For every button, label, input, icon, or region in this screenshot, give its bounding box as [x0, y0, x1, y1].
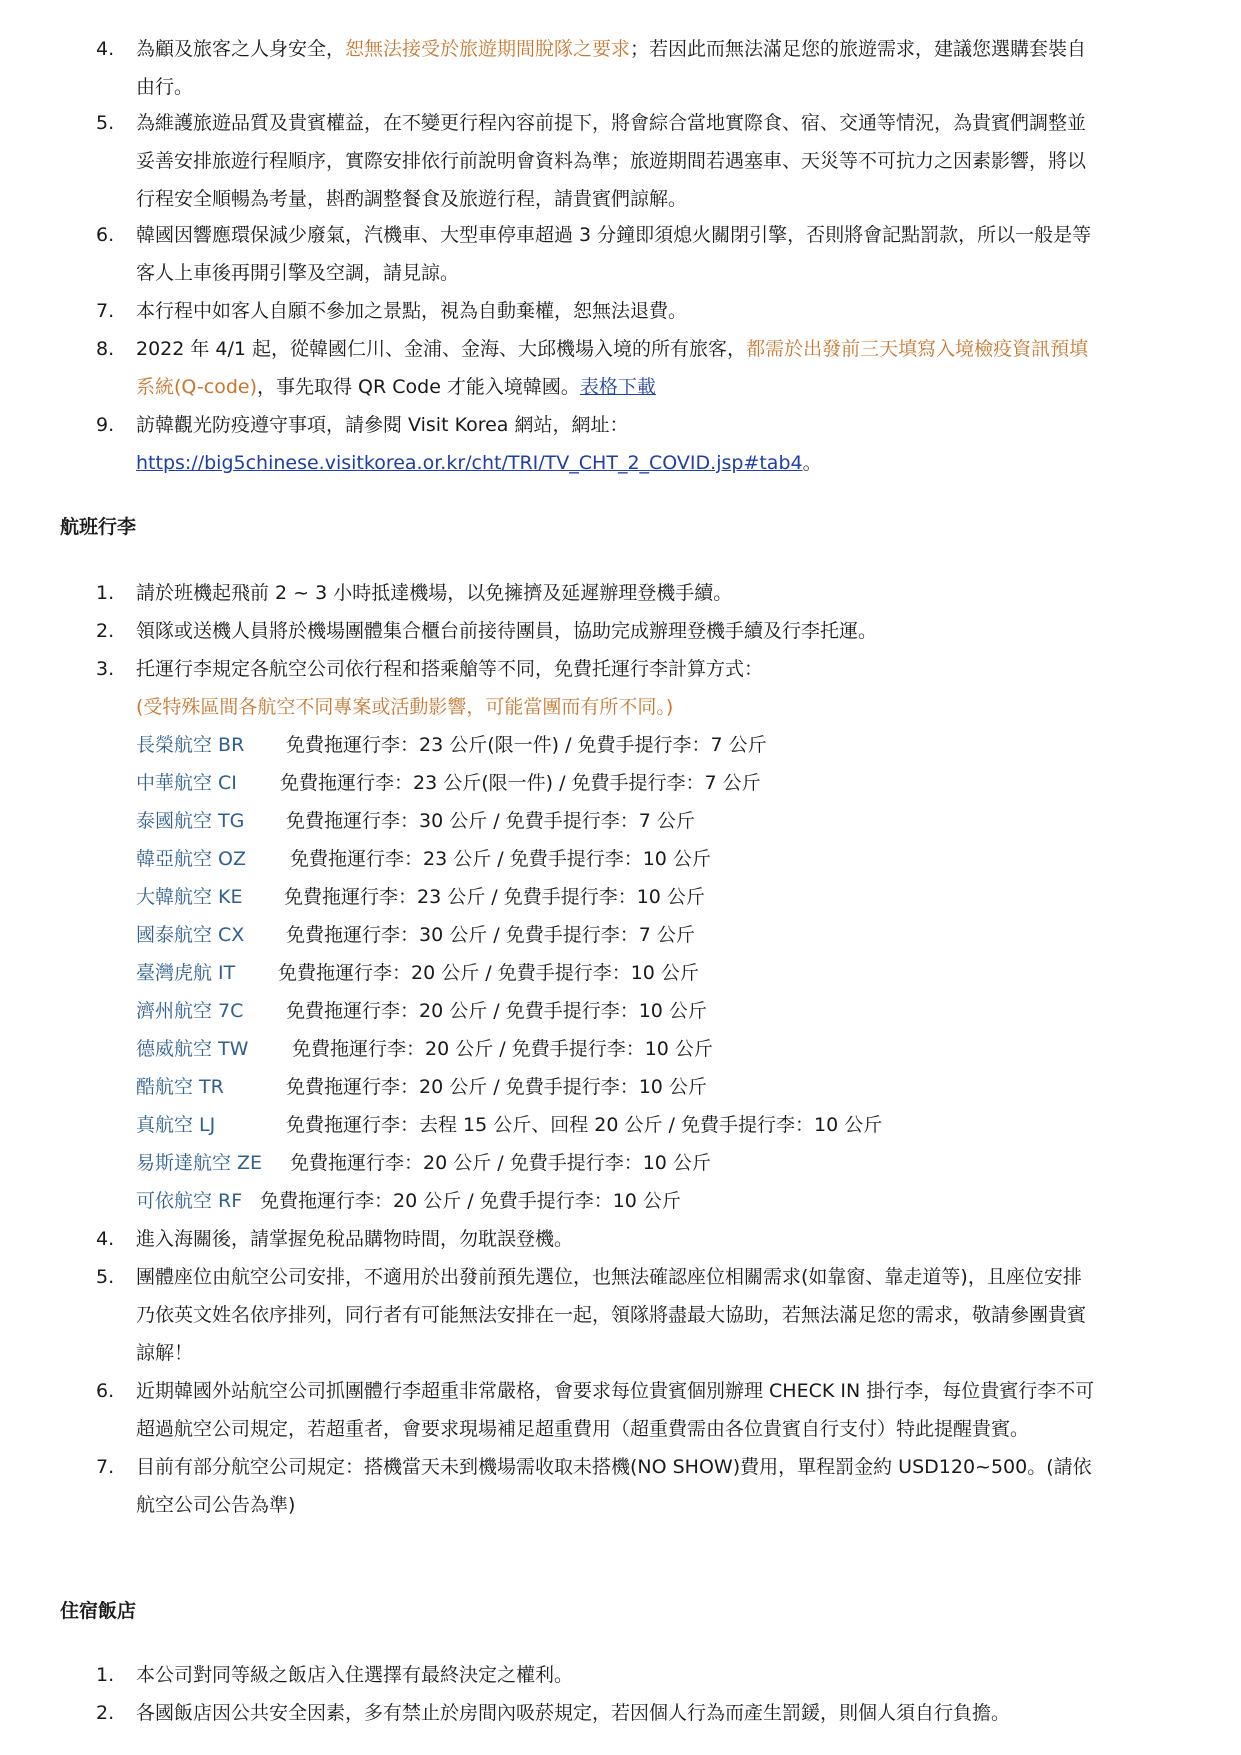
- list-item: [96, 406, 1186, 482]
- airline-row: [136, 1182, 681, 1220]
- airline-rule: 免費拖運行李：23 公斤 / 免費手提行李：10 公斤: [290, 848, 711, 870]
- text-line: 韓國因響應環保減少廢氣，汽機車、大型車停車超過 3 分鐘即須熄火關閉引擎，否則將會記點罰款，所以一般是等: [136, 224, 1092, 246]
- airline-rule: 免費拖運行李：20 公斤 / 免費手提行李：10 公斤: [292, 1038, 713, 1060]
- airline-row: [136, 726, 767, 764]
- list-item: [96, 574, 1186, 612]
- airline-rule: 免費拖運行李：23 公斤(限一件) / 免費手提行李：7 公斤: [280, 772, 761, 794]
- list-item: [96, 1258, 1186, 1372]
- airline-row: [136, 1030, 713, 1068]
- text-segment: ；若因此而無法滿足您的旅遊需求，建議您選購套裝自: [630, 38, 1087, 60]
- airline-name: 德威航空 TW: [136, 1038, 249, 1060]
- list-item: [96, 1694, 1186, 1732]
- airline-rule: 免費拖運行李：20 公斤 / 免費手提行李：10 公斤: [286, 1000, 707, 1022]
- list-number: 1.: [96, 1664, 115, 1686]
- list-number: 7.: [96, 300, 115, 322]
- section-heading-flight: 航班行李: [60, 516, 137, 538]
- airline-name: 真航空 LJ: [136, 1114, 216, 1136]
- list-item: [96, 650, 1186, 726]
- text-line: 進入海關後，請掌握免稅品購物時間，勿耽誤登機。: [136, 1228, 574, 1250]
- list-number: 5.: [96, 1266, 115, 1288]
- highlight-text: 系統(Q-code): [136, 376, 257, 398]
- airline-rule: 免費拖運行李：20 公斤 / 免費手提行李：10 公斤: [278, 962, 699, 984]
- airline-name: 長榮航空 BR: [136, 734, 245, 756]
- airline-rule: 免費拖運行李：23 公斤(限一件) / 免費手提行李：7 公斤: [286, 734, 767, 756]
- list-item: [96, 1220, 1186, 1258]
- list-number: 2.: [96, 620, 115, 642]
- airline-rule: 免費拖運行李：去程 15 公斤、回程 20 公斤 / 免費手提行李：10 公斤: [286, 1114, 883, 1136]
- airline-row: [136, 878, 705, 916]
- text-line: 團體座位由航空公司安排，不適用於出發前預先選位，也無法確認座位相關需求(如靠窗、靠走道等)，且座位安排: [136, 1266, 1082, 1288]
- text-line: 航空公司公告為準): [136, 1494, 296, 1516]
- airline-rule: 免費拖運行李：20 公斤 / 免費手提行李：10 公斤: [286, 1076, 707, 1098]
- highlight-text: 恕無法接受於旅遊期間脫隊之要求: [345, 38, 631, 60]
- list-item: [96, 30, 1186, 106]
- airline-rule: 免費拖運行李：30 公斤 / 免費手提行李：7 公斤: [286, 924, 695, 946]
- text-segment: ，事先取得 QR Code 才能入境韓國。: [257, 376, 580, 398]
- list-number: 2.: [96, 1702, 115, 1724]
- text-segment: 2022 年 4/1 起，從韓國仁川、金浦、金海、大邱機場入境的所有旅客，: [136, 338, 747, 360]
- text-line: 訪韓觀光防疫遵守事項，請參閱 Visit Korea 網站，網址：: [136, 414, 629, 436]
- airline-row: [136, 840, 711, 878]
- list-number: 3.: [96, 658, 115, 680]
- list-item: [96, 1448, 1186, 1524]
- text-line: 托運行李規定各航空公司依行程和搭乘艙等不同，免費托運行李計算方式：: [136, 658, 764, 680]
- text-segment: 。: [802, 452, 822, 474]
- list-number: 6.: [96, 1380, 115, 1402]
- list-number: 4.: [96, 1228, 115, 1250]
- airline-row: [136, 764, 761, 802]
- list-number: 1.: [96, 582, 115, 604]
- text-line: 由行。: [136, 76, 194, 98]
- airline-rule: 免費拖運行李：30 公斤 / 免費手提行李：7 公斤: [286, 810, 695, 832]
- section-heading-hotel: 住宿飯店: [60, 1600, 137, 1622]
- airline-name: 國泰航空 CX: [136, 924, 245, 946]
- list-number: 4.: [96, 38, 115, 60]
- airline-row: [136, 802, 695, 840]
- airline-rule: 免費拖運行李：23 公斤 / 免費手提行李：10 公斤: [284, 886, 705, 908]
- airline-row: [136, 1144, 711, 1182]
- text-line: 本公司對同等級之飯店入住選擇有最終決定之權利。: [136, 1664, 574, 1686]
- airline-name: 濟州航空 7C: [136, 1000, 244, 1022]
- airline-name: 易斯達航空 ZE: [136, 1152, 263, 1174]
- airline-row: [136, 992, 707, 1030]
- list-item: [96, 330, 1186, 406]
- list-item: [96, 216, 1186, 292]
- list-number: 7.: [96, 1456, 115, 1478]
- list-number: 9.: [96, 414, 115, 436]
- airline-row: [136, 916, 695, 954]
- text-line: 行程安全順暢為考量，斟酌調整餐食及旅遊行程，請貴賓們諒解。: [136, 188, 688, 210]
- list-number: 8.: [96, 338, 115, 360]
- text-line: 目前有部分航空公司規定：搭機當天未到機場需收取未搭機(NO SHOW)費用，單程罰金約 USD120~500。(請依: [136, 1456, 1092, 1478]
- special-note: (受特殊區間各航空不同專案或活動影響，可能當團而有所不同。): [136, 696, 674, 718]
- highlight-text: 都需於出發前三天填寫入境檢疫資訊預填: [746, 338, 1089, 360]
- airline-rule: 免費拖運行李：20 公斤 / 免費手提行李：10 公斤: [290, 1152, 711, 1174]
- airline-name: 可依航空 RF: [136, 1190, 243, 1212]
- airline-row: [136, 1068, 707, 1106]
- airline-name: 韓亞航空 OZ: [136, 848, 247, 870]
- text-line: 諒解！: [136, 1342, 194, 1364]
- list-item: [96, 1656, 1186, 1694]
- text-line: 本行程中如客人自願不參加之景點，視為自動棄權，恕無法退費。: [136, 300, 688, 322]
- airline-name: 大韓航空 KE: [136, 886, 243, 908]
- text-line: 領隊或送機人員將於機場團體集合櫃台前接待團員，協助完成辦理登機手續及行李托運。: [136, 620, 878, 642]
- list-item: [96, 1372, 1186, 1448]
- list-item: [96, 104, 1186, 218]
- text-line: 妥善安排旅遊行程順序，實際安排依行前說明會資料為準；旅遊期間若遇塞車、天災等不可抗力之因素影響，將以: [136, 150, 1087, 172]
- text-line: 近期韓國外站航空公司抓團體行李超重非常嚴格，會要求每位貴賓個別辦理 CHECK IN 掛行李，每位貴賓行李不可: [136, 1380, 1095, 1402]
- airline-name: 泰國航空 TG: [136, 810, 245, 832]
- airline-name: 臺灣虎航 IT: [136, 962, 236, 984]
- text-line: 為維護旅遊品質及貴賓權益，在不變更行程內容前提下，將會綜合當地實際食、宿、交通等情況，為貴賓們調整並: [136, 112, 1087, 134]
- text-line: 請於班機起飛前 2 ~ 3 小時抵達機場，以免擁擠及延遲辦理登機手續。: [136, 582, 733, 604]
- text-line: 各國飯店因公共安全因素，多有禁止於房間內吸菸規定，若因個人行為而產生罰鍰，則個人須自行負擔。: [136, 1702, 1011, 1724]
- airline-row: [136, 954, 699, 992]
- airline-name: 中華航空 CI: [136, 772, 237, 794]
- airline-row: [136, 1106, 882, 1144]
- airline-name: 酷航空 TR: [136, 1076, 224, 1098]
- list-item: [96, 612, 1186, 650]
- text-segment: 為顧及旅客之人身安全，: [136, 38, 346, 60]
- list-number: 6.: [96, 224, 115, 246]
- form-download-link[interactable]: 表格下載: [579, 376, 656, 398]
- visitkorea-link[interactable]: https://big5chinese.visitkorea.or.kr/cht/TRI/TV_CHT_2_COVID.jsp#tab4: [136, 452, 803, 474]
- list-item: [96, 292, 1186, 330]
- airline-rule: 免費拖運行李：20 公斤 / 免費手提行李：10 公斤: [260, 1190, 681, 1212]
- list-number: 5.: [96, 112, 115, 134]
- text-line: 客人上車後再開引擎及空調，請見諒。: [136, 262, 460, 284]
- text-line: 乃依英文姓名依序排列，同行者有可能無法安排在一起，領隊將盡最大協助，若無法滿足您的需求，敬請參團貴賓: [136, 1304, 1087, 1326]
- text-line: 超過航空公司規定，若超重者，會要求現場補足超重費用（超重費需由各位貴賓自行支付）特此提醒貴賓。: [136, 1418, 1030, 1440]
